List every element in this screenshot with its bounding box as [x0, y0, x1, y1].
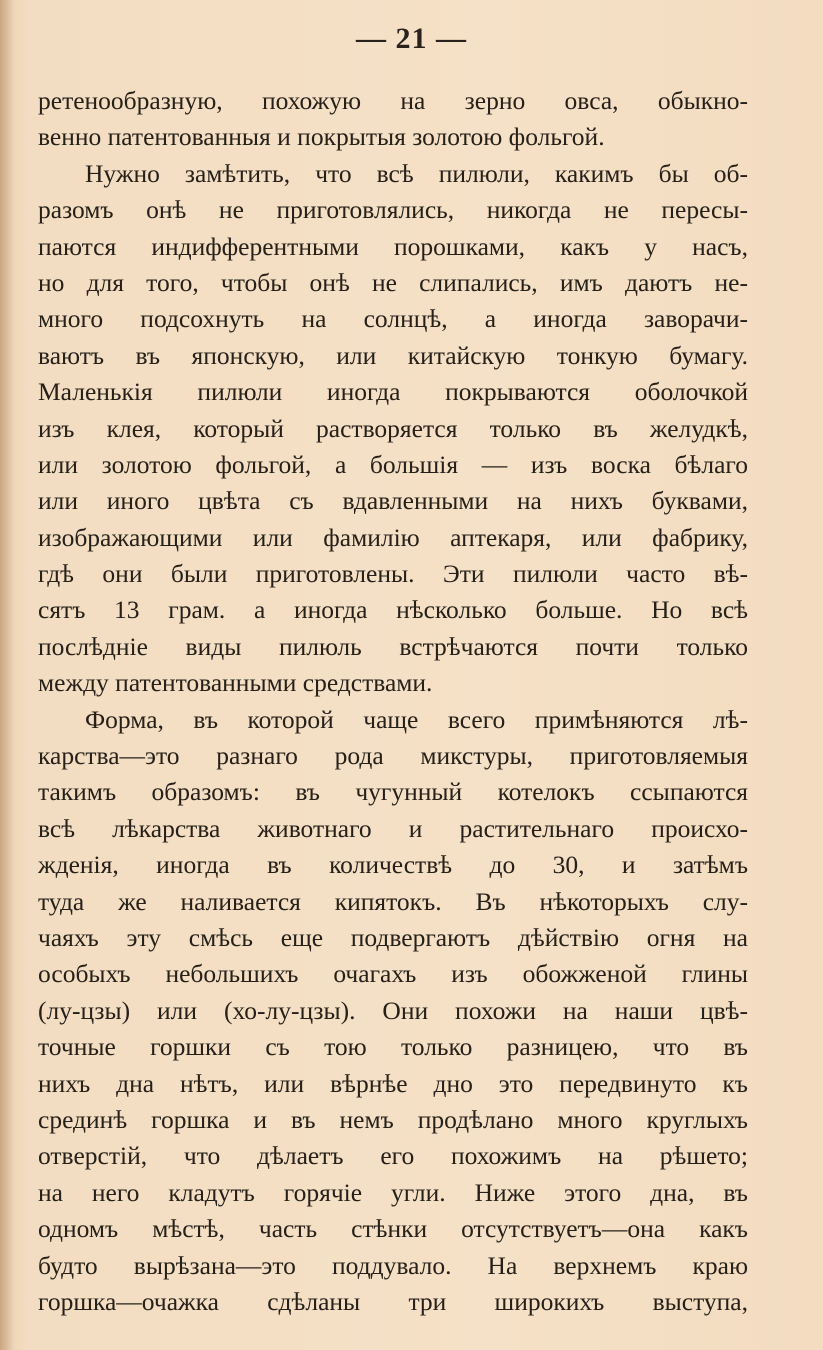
text-line: одномъ мѣстѣ, часть стѣнки отсутствуетъ—она какъ — [38, 1214, 748, 1244]
text-line: горшка—очажка сдѣланы три широкихъ выступа, — [38, 1286, 748, 1316]
text-line: карства—это разнаго рода микстуры, приготовляемыя — [38, 741, 748, 771]
text-line: отверстій, что дѣлаетъ его похожимъ на рѣшето; — [38, 1141, 748, 1171]
text-line: будто вырѣзана—это поддувало. На верхнемъ краю — [38, 1250, 748, 1280]
text-line: туда же наливается кипятокъ. Въ нѣкоторыхъ слу- — [38, 886, 748, 916]
text-line: изъ клея, который растворяется только въ желудкѣ, — [38, 413, 748, 443]
text-line: всѣ лѣкарства животнаго и растительнаго происхо- — [38, 813, 748, 843]
text-line: между патентованными средствами. — [38, 668, 433, 698]
text-line: такимъ образомъ: въ чугунный котелокъ ссыпаются — [38, 777, 748, 807]
text-line: особыхъ небольшихъ очагахъ изъ обожженой глины — [38, 959, 748, 989]
text-line: ваютъ въ японскую, или китайскую тонкую бумагу. — [38, 340, 748, 370]
text-line: венно патентованныя и покрытыя золотою фольгой. — [38, 122, 605, 152]
paragraph-first-line: Форма, въ которой чаще всего примѣняются лѣ- — [85, 704, 748, 734]
paragraph-first-line: Нужно замѣтить, что всѣ пилюли, какимъ бы об- — [85, 158, 748, 188]
text-line: или золотою фольгой, а большія — изъ воска бѣлаго — [38, 449, 748, 479]
page-edge-shadow — [0, 0, 14, 1350]
text-line: но для того, чтобы онѣ не слипались, имъ даютъ не- — [38, 267, 748, 297]
text-line: разомъ онѣ не приготовлялись, никогда не пересы- — [38, 195, 748, 225]
text-line: сятъ 13 грам. а иногда нѣсколько больше. Но всѣ — [38, 595, 748, 625]
text-line: на него кладутъ горячіе угли. Ниже этого дна, въ — [38, 1177, 748, 1207]
text-line: или иного цвѣта съ вдавленными на нихъ буквами, — [38, 486, 748, 516]
text-line: срединѣ горшка и въ немъ продѣлано много круглыхъ — [38, 1104, 748, 1134]
body-text — [38, 83, 748, 1320]
page-number: — 21 — — [356, 22, 467, 55]
text-line: много подсохнуть на солнцѣ, а иногда заворачи- — [38, 304, 748, 334]
text-line: (лу-цзы) или (хо-лу-цзы). Они похожи на наши цвѣ- — [38, 995, 748, 1025]
text-line: изображающими или фамилію аптекаря, или фабрику, — [38, 522, 748, 552]
text-line: жденія, иногда въ количествѣ до 30, и затѣмъ — [38, 850, 748, 880]
text-line: гдѣ они были приготовлены. Эти пилюли часто вѣ- — [38, 559, 748, 589]
text-line: чаяхъ эту смѣсь еще подвергаютъ дѣйствію огня на — [38, 922, 748, 952]
text-line: точные горшки съ тою только разницею, что въ — [38, 1032, 748, 1062]
text-line: нихъ дна нѣтъ, или вѣрнѣе дно это передвинуто къ — [38, 1068, 748, 1098]
text-line: паются индифферентными порошками, какъ у насъ, — [38, 231, 748, 261]
text-line: ретенообразную, похожую на зерно овса, обыкно- — [38, 86, 748, 115]
text-line: послѣдніе виды пилюль встрѣчаются почти только — [38, 631, 748, 661]
text-line: Маленькія пилюли иногда покрываются оболочкой — [38, 377, 748, 407]
